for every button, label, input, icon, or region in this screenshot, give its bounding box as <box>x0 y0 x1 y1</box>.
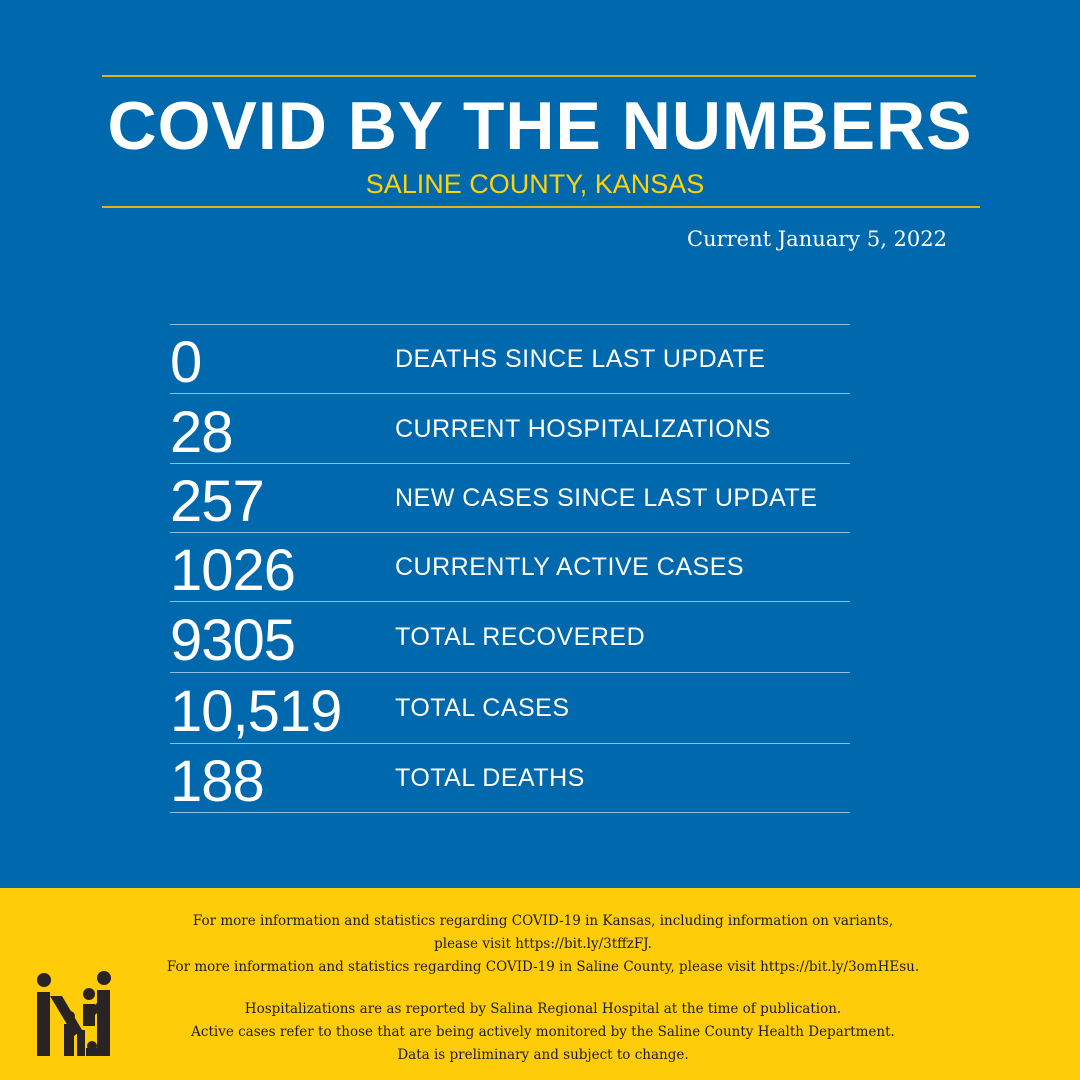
stat-value: 28 <box>170 399 233 465</box>
stat-label: CURRENT HOSPITALIZATIONS <box>395 414 771 443</box>
date-label: Current January 5, 2022 <box>687 227 947 251</box>
footer-line: For more information and statistics regarding COVID-19 in Saline County, please visit https://bit.ly/3omHEsu. <box>166 958 920 975</box>
page-title: COVID BY THE NUMBERS <box>107 88 973 164</box>
stat-row-total-recovered <box>170 602 850 673</box>
stat-label: TOTAL CASES <box>395 694 570 722</box>
page-subtitle: SALINE COUNTY, KANSAS <box>365 169 705 199</box>
footer-line: Active cases refer to those that are being actively monitored by the Saline County Health Department. <box>191 1024 895 1041</box>
stats-table <box>170 324 850 813</box>
family-logo-icon <box>34 970 114 1058</box>
stat-row-total-cases <box>170 673 850 744</box>
stat-label: NEW CASES SINCE LAST UPDATE <box>395 484 818 512</box>
header-rule-top <box>102 75 976 77</box>
stat-value: 257 <box>170 469 264 534</box>
stat-row-active-cases <box>170 533 850 602</box>
stat-label: TOTAL DEATHS <box>395 764 585 792</box>
footer-line: please visit https://bit.ly/3tffzFJ. <box>434 935 652 952</box>
stat-row-deaths-since-update <box>170 324 850 394</box>
stat-value: 9305 <box>170 608 296 673</box>
stat-label: DEATHS SINCE LAST UPDATE <box>395 345 766 373</box>
footer-line: Hospitalizations are as reported by Salina Regional Hospital at the time of publication. <box>244 1001 842 1018</box>
stat-label: TOTAL RECOVERED <box>395 623 646 651</box>
footer-notes <box>90 910 996 1067</box>
stat-label: CURRENTLY ACTIVE CASES <box>395 553 745 581</box>
stat-value: 1026 <box>170 538 296 603</box>
stat-value: 0 <box>170 330 202 395</box>
stat-row-new-cases <box>170 464 850 533</box>
stat-row-current-hospitalizations <box>170 394 850 464</box>
stat-value: 188 <box>170 749 264 814</box>
footer-line: Data is preliminary and subject to change. <box>397 1046 689 1063</box>
footer <box>0 888 1080 1080</box>
header-rule-bottom <box>102 206 980 208</box>
stat-row-total-deaths <box>170 744 850 813</box>
stat-value: 10,519 <box>170 679 342 744</box>
footer-line: For more information and statistics regarding COVID-19 in Kansas, including information on variants, <box>192 913 894 929</box>
